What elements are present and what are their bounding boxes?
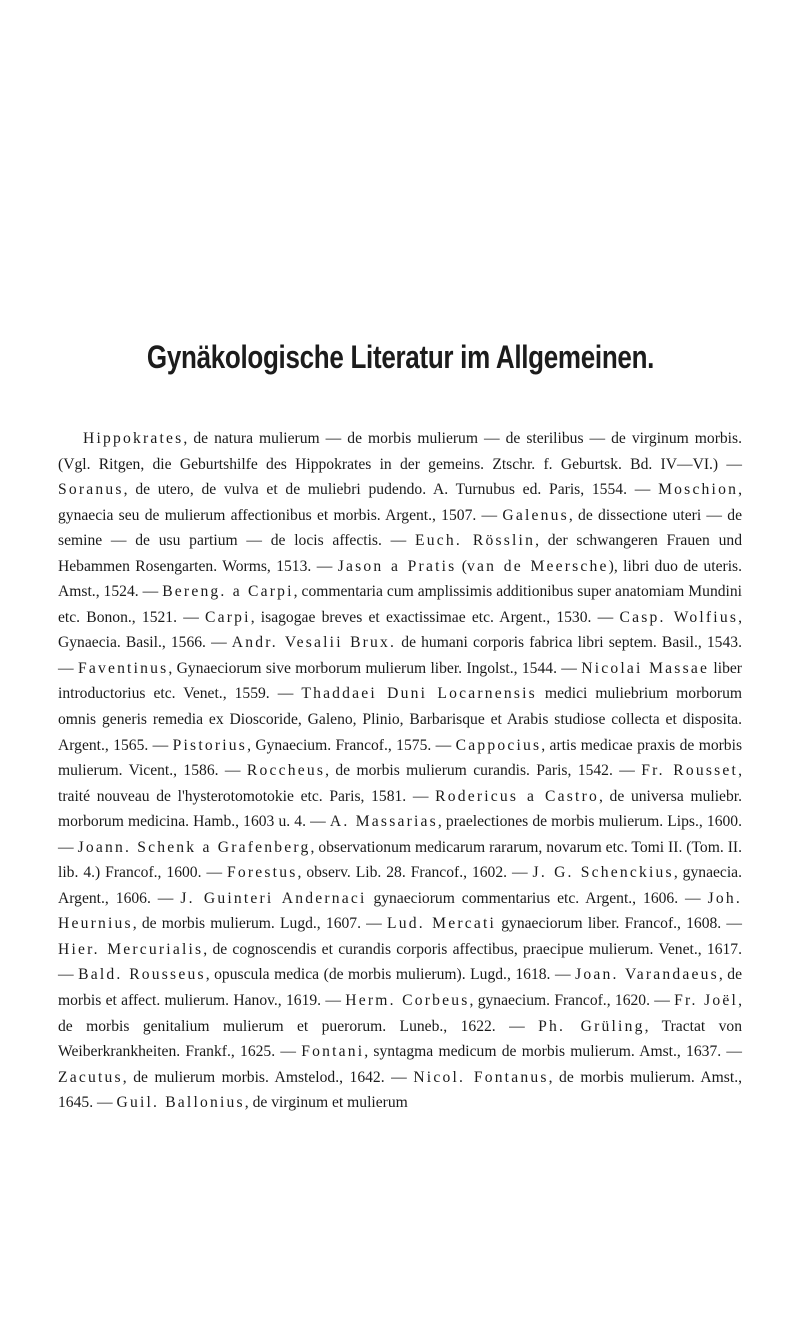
author-name: Guil. Ballonius <box>116 1094 245 1112</box>
citation-text: , de morbis mulierum. Lugd., 1607. — <box>132 915 387 933</box>
citation-text: , opuscula medica (de morbis mulierum). Lugd., 1618. — <box>205 966 576 984</box>
citation-text: , de natura mulierum — de morbis mulierum — de sterilibus — de virginum morbis. (Vgl. Ritgen, die Geburtshilfe des Hippokrates in der gemeins. Ztschr. f. Geburtsk. Bd. IV—VI.) — <box>58 430 742 473</box>
author-name: van de Meersche <box>467 557 609 575</box>
citation-text: gynaeciorum commentarius etc. Argent., 1606. — <box>366 889 708 907</box>
author-name: Herm. Corbeus <box>345 992 470 1010</box>
citation-text: , commentaria cum amplissimis additionibus super anatomiam Mundini etc. Bonon., 1521. — <box>58 583 743 626</box>
author-name: Hier. Mercurialis <box>58 940 204 958</box>
citation-text: , Gynaecium. Francof., 1575. — <box>247 736 456 754</box>
citation-text: , Tractat von Weiberkrankheiten. Frankf., 1625. — <box>58 1017 742 1061</box>
author-name: Jason a Pratis <box>337 557 457 575</box>
citation-text: , gynaecium. Francof., 1620. — <box>469 992 675 1010</box>
citation-text: de humani corporis fabrica libri septem. Basil., 1543. — <box>58 634 742 677</box>
author-name: Fr. Rousset <box>641 762 739 780</box>
author-name: Joann. Schenk a Grafenberg <box>77 838 311 856</box>
author-name: Faventinus <box>77 659 169 677</box>
author-name: Thaddaei Duni Locarnensis <box>301 685 537 703</box>
author-name: Carpi <box>205 608 251 626</box>
citation-text: , Gynaeciorum sive morborum mulierum liber. Ingolst., 1544. — <box>168 659 582 677</box>
citation-text: , de morbis et affect. mulierum. Hanov., 1619. — <box>58 966 743 1010</box>
citation-text: , praelectiones de morbis mulierum. Lips., 1600. — <box>58 813 742 856</box>
author-name: Bald. Rousseus <box>78 966 206 984</box>
author-name: J. Guinteri Andernaci <box>180 889 367 907</box>
author-name: Hippokrates <box>83 430 184 447</box>
page-title: Gynäkologische Literatur im Allgemeinen. <box>146 338 655 376</box>
citation-text: , de dissectione uteri — de semine — de usu partium — de locis affectis. — <box>58 506 742 550</box>
citation-text: , observationum medicarum rararum, novarum etc. Tomi II. (Tom. II. lib. 4.) Francof., 1600. — <box>58 838 742 882</box>
author-name: Cappocius <box>455 736 542 754</box>
citation-text: , de mulierum morbis. Amstelod., 1642. — <box>122 1068 414 1086</box>
author-name: Forestus <box>227 864 298 882</box>
author-name: Fr. Joël <box>674 992 739 1010</box>
citation-text: , de virginum et mulierum <box>244 1094 408 1112</box>
citation-text: gynaeciorum liber. Francof., 1608. — <box>496 915 742 933</box>
author-name: Bereng. a Carpi <box>162 583 294 601</box>
author-name: Rodericus a Castro <box>435 787 599 805</box>
author-name: Lud. Mercati <box>386 915 497 933</box>
citation-text: , de morbis mulierum. Amst., 1645. — <box>58 1068 742 1112</box>
author-name: Fontani <box>301 1043 365 1061</box>
citation-text: , traité nouveau de l'hysterotomotokie etc. Paris, 1581. — <box>58 762 742 805</box>
author-name: Joan. Varandaeus <box>575 966 719 984</box>
citation-text: , observ. Lib. 28. Francof., 1602. — <box>297 864 533 882</box>
citation-text: , de universa muliebr. morborum medicina. Hamb., 1603 u. 4. — <box>58 787 742 831</box>
author-name: Nicol. Fontanus <box>413 1068 549 1086</box>
author-name: Galenus <box>502 506 569 524</box>
author-name: Soranus <box>58 481 124 499</box>
author-name: A. Massarias <box>329 813 438 831</box>
citation-text: ( <box>456 557 468 575</box>
citation-text: , der schwangeren Frauen und Hebammen Rosengarten. Worms, 1513. — <box>58 532 742 575</box>
citation-text: , gynaecia seu de mulierum affectionibus et morbis. Argent., 1507. — <box>58 481 742 524</box>
author-name: Moschion <box>658 481 739 499</box>
bibliography-paragraph <box>58 426 742 1116</box>
citation-text: , de cognoscendis et curandis corporis affectibus, praecipue mulierum. Venet., 1617. — <box>58 940 742 984</box>
citation-text: , de morbis genitalium mulierum et puerorum. Luneb., 1622. — <box>58 992 742 1035</box>
author-name: J. G. Schenckius <box>532 864 674 882</box>
author-name: Nicolai Massae <box>581 659 710 677</box>
citation-text: , artis medicae praxis de morbis mulierum. Vicent., 1586. — <box>58 736 743 780</box>
citation-text: , gynaecia. Argent., 1606. — <box>58 864 742 907</box>
citation-text: medici muliebrium morborum omnis generis remedia ex Dioscoride, Galeno, Plinio, Barbarisque et Arabis studiose collecta et disposita. Argent., 1565. — <box>58 685 742 754</box>
author-name: Casp. Wolfius <box>619 608 739 626</box>
author-name: Pistorius <box>172 736 248 754</box>
citation-text: , Gynaecia. Basil., 1566. — <box>58 608 742 652</box>
citation-text: , de utero, de vulva et de muliebri pudendo. A. Turnubus ed. Paris, 1554. — <box>123 481 659 499</box>
author-name: Zacutus <box>58 1068 123 1086</box>
citation-text: , de morbis mulierum curandis. Paris, 1542. — <box>325 762 642 780</box>
citation-text: ), libri duo de uteris. Amst., 1524. — <box>58 557 743 601</box>
author-name: Ph. Grüling <box>538 1017 645 1035</box>
citation-text: , syntagma medicum de morbis mulierum. Amst., 1637. — <box>364 1043 742 1061</box>
author-name: Andr. Vesalii Brux. <box>231 634 397 652</box>
author-name: Euch. Rösslin <box>415 532 536 550</box>
citation-text: liber introductorius etc. Venet., 1559. — <box>58 659 742 703</box>
author-name: Joh. Heurnius <box>58 889 742 933</box>
author-name: Roccheus <box>246 762 326 780</box>
citation-text: , isagogae breves et exactissimae etc. Argent., 1530. — <box>250 608 620 626</box>
